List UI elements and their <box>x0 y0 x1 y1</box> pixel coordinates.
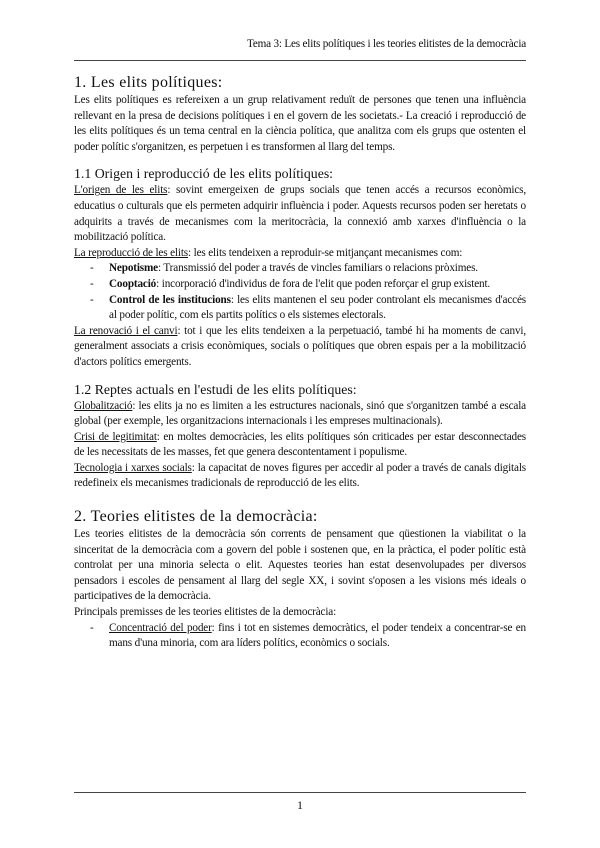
globalization-label: Globalització <box>74 399 133 412</box>
premises-paragraph: Principals premisses de les teories elitistes de la democràcia: <box>74 606 337 619</box>
legitimacy-paragraph <box>74 430 526 461</box>
legitimacy-label: Crisi de legitimitat <box>74 430 157 443</box>
page-content <box>74 70 526 652</box>
list-item <box>74 621 526 652</box>
list-item-text: : Transmissió del poder a través de vincles familiars o relacions pròximes. <box>157 262 478 275</box>
list-item-term: Nepotisme <box>109 262 158 275</box>
list-item <box>74 277 526 293</box>
dash-bullet: - <box>90 277 94 290</box>
section-1-heading: 1. Les elits polítiques: <box>74 74 223 91</box>
list-item <box>74 293 526 324</box>
globalization-text: : les elits ja no es limiten a les estructures nacionals, sinó que s'organitzen també a escala global (per exemple, les organitzacions internacionals i les empreses multinacionals). <box>74 399 526 428</box>
section-1-intro: Les elits polítiques es refereixen a un grup relativament reduït de persones que tenen una influència rellevant en la presa de decisions polítiques i en el govern de les societats.- La creació i reproducció de les elits polítiques és un tema central en la ciència política, que analitza com els grups que ostenten el poder polític s'organitzen, es perpetuen i es transformen al llarg del temps. <box>74 94 526 153</box>
reproduction-paragraph <box>74 246 526 262</box>
technology-label: Tecnologia i xarxes socials <box>74 461 192 474</box>
dash-bullet: - <box>90 262 94 275</box>
dash-bullet: - <box>90 621 94 634</box>
reproduction-label: La reproducció de les elits <box>74 246 188 259</box>
header-rule <box>74 60 526 61</box>
running-header: Tema 3: Les elits polítiques i les teories elitistes de la democràcia <box>247 38 526 50</box>
page-number: 1 <box>297 798 303 812</box>
section-1-2-heading: 1.2 Reptes actuals en l'estudi de les elits polítiques: <box>74 381 357 397</box>
list-item-text: : fins i tot en sistemes democràtics, el poder tendeix a concentrar-se en mans d'una minoria, com ara líders polítics, econòmics o socials. <box>109 621 526 650</box>
section-2-heading: 2. Teories elitistes de la democràcia: <box>74 508 318 526</box>
dash-bullet: - <box>90 293 94 306</box>
reproduction-mechanisms-list <box>74 261 526 323</box>
legitimacy-text: : en moltes democràcies, les elits polítiques són criticades per estar desconnectades de les necessitats de les masses, fet que genera descontentament i populisme. <box>74 430 526 459</box>
list-item-term: Concentració del poder <box>109 621 212 634</box>
footer-rule <box>74 792 526 793</box>
origin-paragraph <box>74 183 526 245</box>
renewal-label: La renovació i el canvi <box>74 324 178 337</box>
list-item-term: Control de les institucions <box>109 293 231 306</box>
origin-label: L'origen de les elits <box>74 184 168 197</box>
reproduction-text: : les elits tendeixen a reproduir-se mitjançant mecanismes com: <box>188 246 463 259</box>
list-item-text: : incorporació d'individus de fora de l'elit que poden reforçar el grup existent. <box>156 277 491 290</box>
list-item-text: : les elits mantenen el seu poder controlant els mecanismes d'accés al poder polític, com els partits polítics o els sistemes electorals. <box>109 293 526 322</box>
technology-text: : la capacitat de noves figures per accedir al poder a través de canals digitals redefineix els mecanismes tradicionals de reproducció de les elits. <box>74 461 526 490</box>
list-item-term: Cooptació <box>109 277 157 290</box>
premises-list <box>74 621 526 652</box>
globalization-paragraph <box>74 399 526 430</box>
origin-text: : sovint emergeixen de grups socials que tenen accés a recursos econòmics, educatius o culturals que els permeten adquirir influència i poder. Aquests recursos poden ser heretats o adquirits a través de mecanismes com la meritocràcia, la connexió amb xarxes d'influència o la mobilització política. <box>74 184 526 244</box>
renewal-paragraph <box>74 324 526 371</box>
document-page <box>74 0 526 848</box>
technology-paragraph <box>74 461 526 492</box>
list-item <box>74 261 526 277</box>
section-1-1-heading: 1.1 Origen i reproducció de les elits polítiques: <box>74 166 334 182</box>
renewal-text: : tot i que les elits tendeixen a la perpetuació, també hi ha moments de canvi, generalment associats a crisis econòmiques, socials o polítiques que obren espais per a la mobilització d'actors polítics emergents. <box>74 324 526 368</box>
section-2-intro: Les teories elitistes de la democràcia són corrents de pensament que qüestionen la viabilitat o la sinceritat de la democràcia com a govern del poble i sostenen que, en la pràctica, el poder polític està controlat per una minoria selecta o elit. Aquestes teories han estat desenvolupades per diversos pensadors i escoles de pensament al llarg del segle XX, i sovint s'oposen a les visions més ideals o participatives de la democràcia. <box>74 528 526 603</box>
